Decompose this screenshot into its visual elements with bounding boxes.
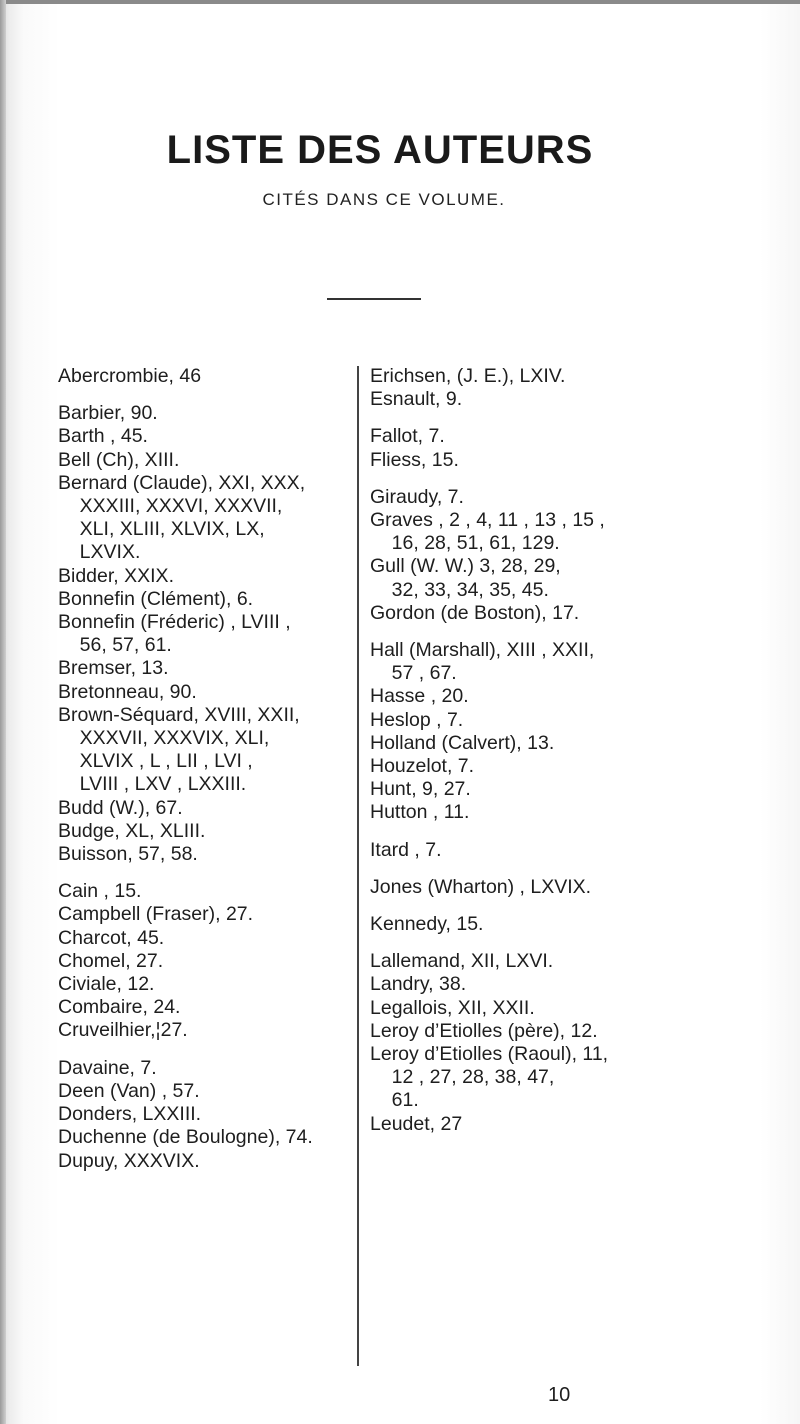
group-spacer [370,472,730,486]
author-entry: Chomel, 27. [58,949,164,972]
group-spacer [58,866,358,880]
author-entry: Holland (Calvert), 13. [370,731,555,754]
group-spacer [58,388,358,402]
author-entry: Gordon (de Boston), 17. [370,601,580,624]
author-entry: 57 , 67. [370,662,457,685]
author-entry: 32, 33, 34, 35, 45. [370,578,549,601]
author-entry: Budge, XL, XLIII. [58,819,206,842]
author-entry: XXXIII, XXXVI, XXXVII, [58,495,283,518]
author-entry: Bonnefin (Clément), 6. [58,587,254,610]
left-column [58,365,358,1173]
letter-group [370,425,730,471]
author-entry: Leroy d’Etiolles (père), 12. [370,1019,598,1042]
author-entry: Hunt, 9, 27. [370,778,471,801]
group-spacer [58,1043,358,1057]
author-entry: XXXVII, XXXVIX, XLI, [58,727,270,750]
author-entry: Itard , 7. [370,838,442,861]
letter-group [58,1057,358,1173]
author-entry: Cruveilhier,¦27. [58,1019,188,1042]
letter-group [58,880,358,1042]
author-entry: Barbier, 90. [58,402,158,425]
author-entry: Brown-Séquard, XVIII, XXII, [58,703,300,726]
page-title: LISTE DES AUTEURS [166,128,594,172]
author-entry: Hasse , 20. [370,685,469,708]
author-entry: Donders, LXXIII. [58,1103,202,1126]
scan-left-edge [0,0,6,1424]
author-entry: 56, 57, 61. [58,634,172,657]
letter-group [370,639,730,825]
author-entry: Bidder, XXIX. [58,564,174,587]
author-entry: Graves , 2 , 4, 11 , 13 , 15 , [370,509,605,532]
author-entry: Bonnefin (Fréderic) , LVIII , [58,611,291,634]
author-entry: 12 , 27, 28, 38, 47, [370,1066,555,1089]
letter-group [58,402,358,866]
group-spacer [370,411,730,425]
author-entry: Jones (Wharton) , LXVIX. [370,875,592,898]
author-entry: 16, 28, 51, 61, 129. [370,532,560,555]
author-entry: Bernard (Claude), XXI, XXX, [58,471,306,494]
author-entry: Charcot, 45. [58,926,165,949]
right-column [370,365,730,1136]
letter-group [370,365,730,411]
author-entry: LVIII , LXV , LXXIII. [58,773,247,796]
author-entry: Deen (Van) , 57. [58,1079,200,1102]
author-entry: Duchenne (de Boulogne), 74. [58,1126,313,1149]
author-entry: Budd (W.), 67. [58,796,183,819]
page-number: 10 [548,1384,571,1406]
author-entry: Leroy d’Etiolles (Raoul), 11, [370,1043,609,1066]
author-entry: Landry, 38. [370,973,467,996]
author-entry: Campbell (Fraser), 27. [58,903,254,926]
author-entry: Buisson, 57, 58. [58,843,198,866]
author-entry: LXVIX. [58,541,141,564]
author-entry: Legallois, XII, XXII. [370,996,535,1019]
group-spacer [370,625,730,639]
author-entry: Fallot, 7. [370,425,445,448]
letter-group [370,486,730,625]
author-entry: Abercrombie, 46 [58,365,202,387]
author-entry: XLI, XLIII, XLVIX, LX, [58,518,265,541]
author-entry: Heslop , 7. [370,708,464,731]
author-entry: Esnault, 9. [370,388,463,411]
group-spacer [370,862,730,876]
author-entry: Dupuy, XXXVIX. [58,1149,200,1172]
title-divider [327,298,421,300]
author-entry: Leudet, 27 [370,1112,463,1135]
author-entry: Hutton , 11. [370,801,470,824]
letter-group [370,950,730,1136]
author-entry: Civiale, 12. [58,973,155,996]
author-entry: Houzelot, 7. [370,755,475,778]
author-entry: Gull (W. W.) 3, 28, 29, [370,555,561,578]
group-spacer [370,899,730,913]
author-entry: Barth , 45. [58,425,148,448]
group-spacer [370,936,730,950]
author-entry: Erichsen, (J. E.), LXIV. [370,365,566,387]
author-entry: Bremser, 13. [58,657,169,680]
page-subtitle: CITÉS DANS CE VOLUME. [262,190,506,209]
author-entry: Bretonneau, 90. [58,680,197,703]
author-entry: Lallemand, XII, LXVI. [370,950,554,973]
author-entry: Fliess, 15. [370,448,459,471]
letter-group [370,839,730,862]
group-spacer [370,825,730,839]
author-entry: Bell (Ch), XIII. [58,448,180,471]
author-entry: Davaine, 7. [58,1056,157,1079]
letter-group [370,876,730,899]
author-entry: Hall (Marshall), XIII , XXII, [370,639,595,662]
author-entry: Combaire, 24. [58,996,181,1019]
author-entry: XLVIX , L , LII , LVI , [58,750,253,773]
author-entry: Giraudy, 7. [370,485,464,508]
author-entry: Kennedy, 15. [370,913,484,936]
author-entry: Cain , 15. [58,880,142,903]
letter-group [58,365,358,388]
letter-group [370,913,730,936]
scan-top-edge [0,0,800,4]
author-entry: 61. [370,1089,419,1112]
